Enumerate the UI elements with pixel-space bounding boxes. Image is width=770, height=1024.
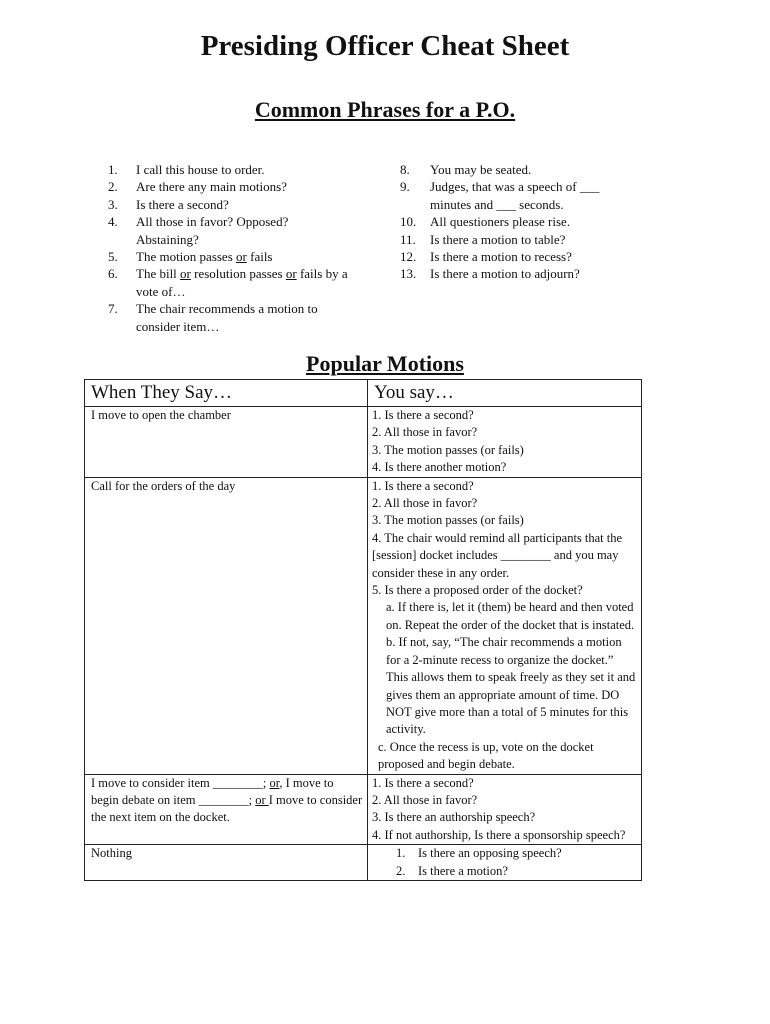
- motion-cell: Call for the orders of the day: [85, 477, 368, 774]
- list-item: 4. All those in favor? Opposed? Abstaining?: [108, 214, 289, 247]
- table-row: [85, 407, 642, 478]
- motion-cell: Nothing: [85, 845, 368, 881]
- column-header-when-they-say: When They Say…: [85, 380, 368, 407]
- list-item: 7. The chair recommends a motion to consider item…: [108, 301, 318, 334]
- column-header-you-say: You say…: [368, 380, 642, 407]
- table-header-row: [85, 380, 642, 407]
- motion-cell: I move to open the chamber: [85, 407, 368, 478]
- list-item: 1. I call this house to order.: [108, 162, 265, 177]
- list-item: 13. Is there a motion to adjourn?: [400, 266, 580, 282]
- list-item: 11. Is there a motion to table?: [400, 231, 566, 247]
- table-row: [85, 477, 642, 774]
- list-item: 2. Are there any main motions?: [108, 179, 287, 195]
- response-cell: 1. Is there a second? 2. All those in favor? 3. Is there an authorship speech? 4. If not authorship, Is there a sponsorship speech?: [368, 774, 642, 845]
- phrases-column-right: [400, 161, 630, 283]
- section-heading-common-phrases: Common Phrases for a P.O.: [254, 97, 516, 122]
- table-row: [85, 845, 642, 881]
- section-heading-popular-motions: Popular Motions: [306, 351, 464, 376]
- list-item: 12. Is there a motion to recess?: [400, 249, 572, 265]
- page-title: Presiding Officer Cheat Sheet: [200, 30, 570, 62]
- list-item: 3. Is there a second?: [108, 196, 229, 212]
- list-item: 8. You may be seated.: [400, 162, 532, 177]
- motion-cell: I move to consider item ________; or, I move to begin debate on item ________; or I move to consider the next item on the docket.: [85, 774, 368, 845]
- response-cell: 1. Is there a second? 2. All those in favor? 3. The motion passes (or fails) 4. The chair would remind all participants that the [session] docket includes ________ and you may consider these in any order. 5. Is there a proposed order of the docket? a. If there is, let it (them) be heard and then voted on. Repeat the order of the docket that is instated. b. If not, say, “The chair recommends a motion for a 2-minute recess to organize the docket.” This allows them to speak freely as they set it and gives them an appropriate amount of time. DO NOT give more than a total of 5 minutes for this activity. c. Once the recess is up, vote on the docket proposed and begin debate.: [368, 477, 642, 774]
- response-cell: 1. Is there a second? 2. All those in favor? 3. The motion passes (or fails) 4. Is there another motion?: [368, 407, 642, 478]
- list-item: 9. Judges, that was a speech of ___ minutes and ___ seconds.: [400, 179, 600, 212]
- table-row: [85, 774, 642, 845]
- response-cell: 1. Is there an opposing speech? 2. Is there a motion?: [368, 845, 642, 881]
- list-item: 6. The bill or resolution passes or fails by a vote of…: [108, 266, 348, 299]
- phrases-column-left: [108, 161, 358, 335]
- popular-motions-table: [84, 379, 642, 881]
- list-item: 5. The motion passes or fails: [108, 249, 273, 265]
- list-item: 10. All questioners please rise.: [400, 214, 571, 230]
